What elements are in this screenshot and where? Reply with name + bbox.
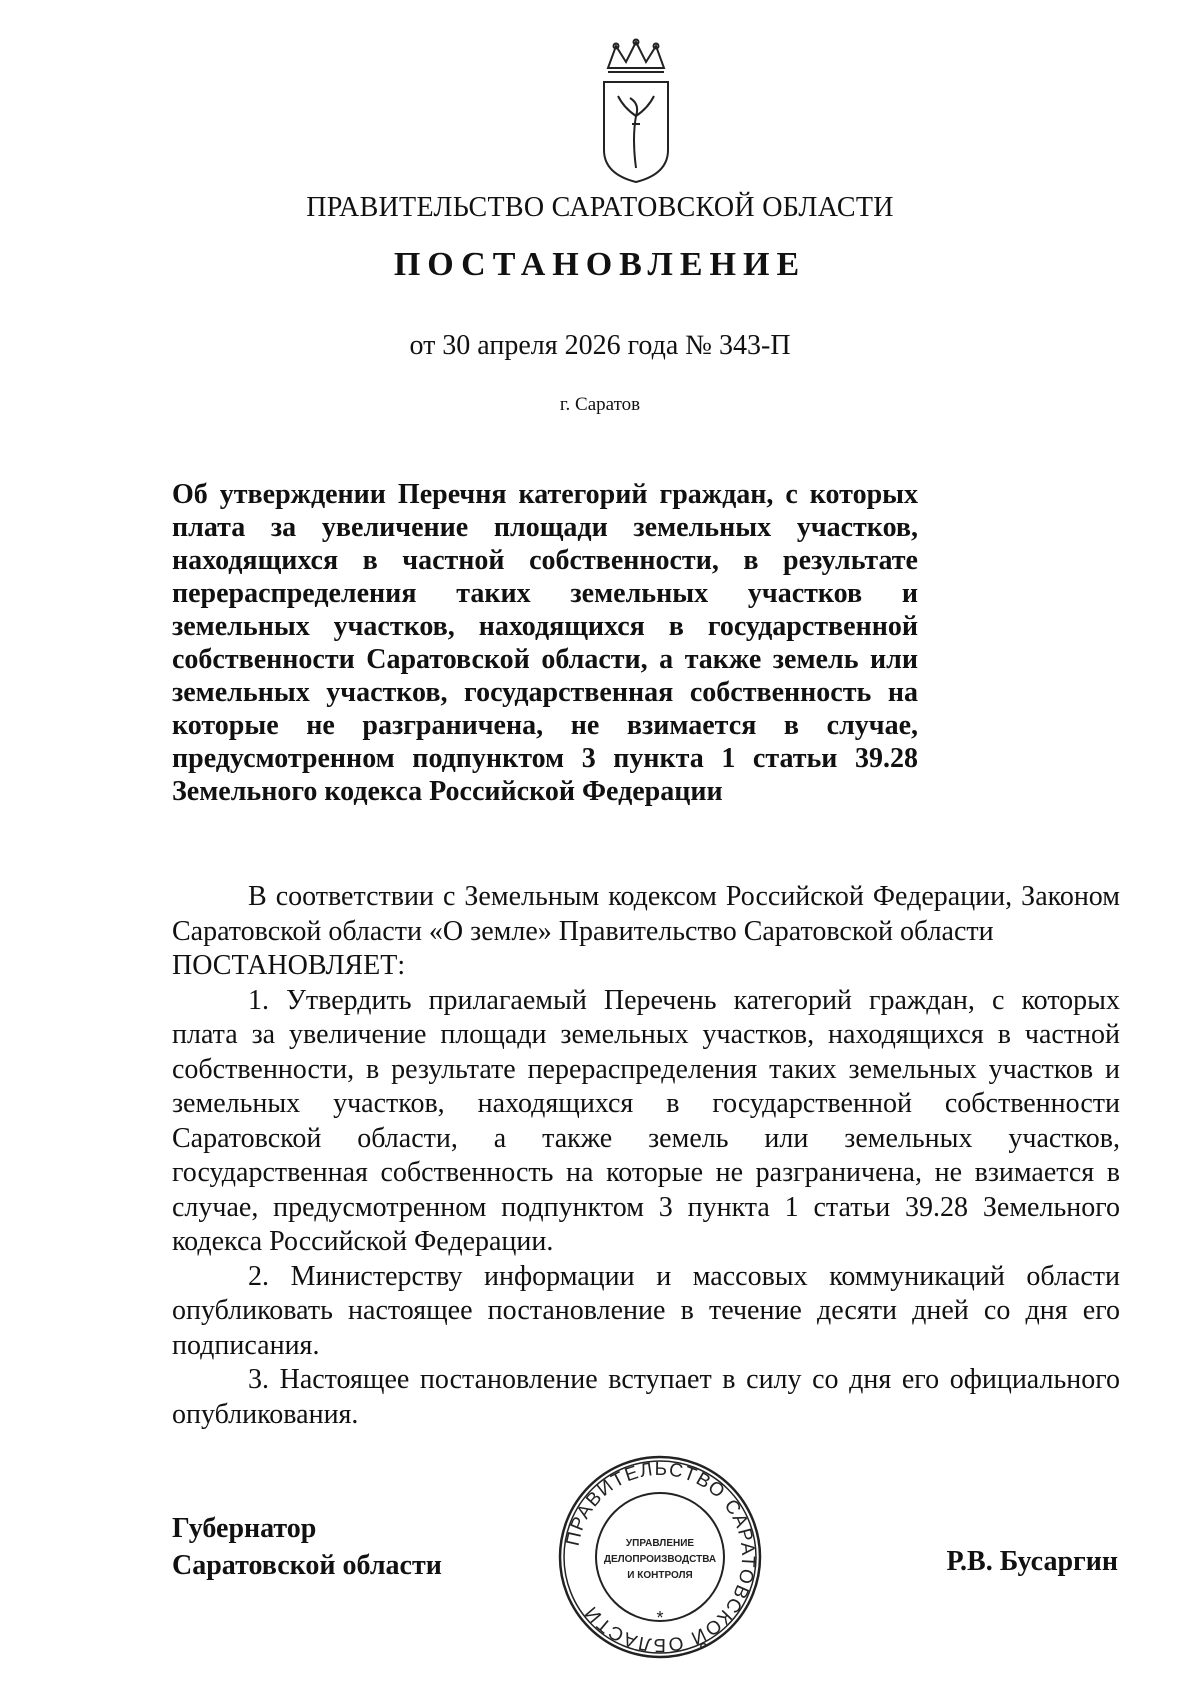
- signatory-name: Р.В. Бусаргин: [946, 1546, 1118, 1577]
- signatory-position-line-1: Губернатор: [172, 1513, 317, 1544]
- svg-text:*: *: [656, 1608, 664, 1628]
- stamp-inner-line-3: И КОНТРОЛЯ: [627, 1570, 693, 1581]
- document-subject: Об утверждении Перечня категорий граждан, с которых плата за увеличение площади земельных участков, находящихся в частной собственности, в результате перераспределения таких земельных участков и земельных участков, находящихся в государственной собственности Саратовской области, а также земель или земельных участков, государственная собственность на которые не разграничена, не взимается в случае, предусмотренном подпунктом 3 пункта 1 статьи 39.28 Земельного кодекса Российской Федерации: [172, 479, 918, 807]
- stamp-inner-line-1: УПРАВЛЕНИЕ: [625, 1538, 695, 1549]
- signatory-position-line-2: Саратовской области: [172, 1550, 442, 1581]
- preamble-paragraph: В соответствии с Земельным кодексом Российской Федерации, Законом Саратовской области «О земле» Правительство Саратовской области: [172, 881, 1120, 947]
- document-city: г. Саратов: [559, 394, 641, 415]
- official-stamp-icon: [555, 1452, 765, 1662]
- document-date-number: от 30 апреля 2026 года № 343-П: [409, 330, 791, 361]
- government-title: ПРАВИТЕЛЬСТВО САРАТОВСКОЙ ОБЛАСТИ: [306, 192, 894, 223]
- stamp-inner-line-2: ДЕЛОПРОИЗВОДСТВА: [603, 1554, 717, 1565]
- item-2-paragraph: 2. Министерству информации и массовых коммуникаций области опубликовать настоящее постановление в течение десяти дней со дня его подписания.: [172, 1260, 1120, 1361]
- signatory-position: [172, 1510, 442, 1584]
- document-body: [172, 880, 1120, 1432]
- document-type: ПОСТАНОВЛЕНИЕ: [393, 246, 807, 283]
- item-1-paragraph: 1. Утвердить прилагаемый Перечень категорий граждан, с которых плата за увеличение площади земельных участков, находящихся в частной собственности, в результате перераспределения таких земельных участков и земельных участков, находящихся в государственной собственности Саратовской области, а также земель или земельных участков, государственная собственность на которые не разграничена, не взимается в случае, предусмотренном подпунктом 3 пункта 1 статьи 39.28 Земельного кодекса Российской Федерации.: [172, 984, 1120, 1257]
- decree-word: ПОСТАНОВЛЯЕТ:: [172, 950, 406, 981]
- item-3-paragraph: 3. Настоящее постановление вступает в силу со дня его официального опубликования.: [172, 1364, 1120, 1430]
- coat-of-arms-icon: [596, 38, 676, 186]
- stamp-outer-text: ПРАВИТЕЛЬСТВО САРАТОВСКОЙ ОБЛАСТИ: [562, 1458, 759, 1656]
